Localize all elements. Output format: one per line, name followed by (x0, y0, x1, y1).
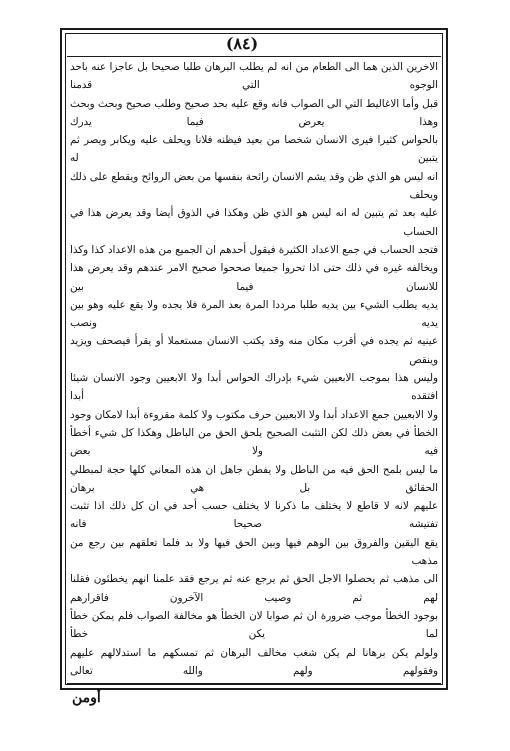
header-divider (67, 56, 441, 57)
catchword: أومن (72, 690, 101, 706)
text-line: الخطأ في بعض ذلك لكن التثبت الصحيح يلحق الحق من الباطل وهكذا كل شيء أخطأ فيه ولا بعض (70, 426, 438, 458)
text-line: ويخالفه غيره في ذلك حتى اذا تحروا جميعا صححوا صحيح الامر عندهم وقد يعرض هذا للانسان فيما بين (70, 262, 438, 293)
text-line: يديه يطلب الشيء بين يديه طلبا مرددا المرة بعد المرة فلا يجده ولا يقع عليه وهو بين يديه ونصب (70, 298, 438, 330)
text-line: بالحواس كثيرا فيرى الانسان شخصا من بعيد فيظنه فلانا ويحلف عليه ويكابر ويصر ثم يتبين له (70, 134, 438, 165)
text-line: عليهم لانه لا قاطع لا يختلف ما ذكرنا لا يختلف حسب أحد في ان كل ذلك اذا تثبت تفتيشه صحيحا فانه (70, 500, 438, 531)
text-line: يقع اليقين والفروق بين الوهم فيها وبين الحق فيها ولا بد فلما تعلقهم بين رجع من مذهب (70, 536, 438, 568)
text-line: ولا الابعيين جمع الاعداد أبدا ولا الابعيين حرف مكتوب ولا كلمة مقروءة أبدا لامكان وجود (70, 408, 438, 421)
text-line: عينيه ثم يجده في أقرب مكان منه وقد يكتب الانسان مستعملا أو يقرأ فيصحف ويزيد وينقص (70, 335, 438, 366)
text-line: عليه بعد ثم يتبين له انه ليس هو الذي ظن وهكذا في الذوق أيضا وقد يعرض هذا في الحساب (70, 207, 438, 238)
text-line: الى مذهب ثم يحصلوا الاجل الحق ثم يرجع عنه ثم يرجع فقد علمنا انهم يخطئون فقلنا لهم ثم وصيب الآخرون فاقرارهم (70, 573, 438, 604)
main-text-block (70, 58, 438, 680)
text-line: ما ليس بلمح الحق فيه من الباطل ولا يفطن جاهل ان هذه المعاني كلها حجة لمبطلي الحقائق بل هي برهان (70, 463, 438, 494)
text-line: وليس هذا بموجب الابعيين شيء بإدراك الحواس أبدا ولا الابعيين وجود الانسان شيئا افتقده أبدا (70, 372, 438, 403)
text-line: الاخرين الذين هما الى الطعام من انه لم يطلب البرهان طلبا صحيحا بل عاجزا عنه باحد الوجوه التي قدمنا (70, 61, 438, 92)
text-line: قبل وأما الاغاليط التي الى الصواب فانه وقع عليه بحد صحيح وطلب صحيح وبحث وبحث وهذا يعرض فيما يدرك (70, 97, 438, 128)
text-line: فتجد الحساب في جمع الاعداد الكثيرة فيقول أحدهم ان الجميع من هذه الاعداد كذا وكذا (70, 243, 438, 256)
page-number: (٨٤) (225, 34, 259, 53)
text-line: ولولم يكن برهانا لم يكن شغب مخالف البرهان ثم تمسكهم ما استدلالهم عليهم وفقولهم ولهم والله تعالى (70, 646, 438, 677)
text-line: بوجود الخطأ موجب ضرورة ان ثم صوابا لان الخطأ هو مخالفة الصواب فلم يمكن خطأ لما يكن خطأ (70, 609, 438, 641)
footer-divider (67, 683, 441, 684)
text-line: انه ليس هو الذي ظن وقد يشم الانسان رائحة بنفسها من بعض الروائح ويقطع على ذلك ويحلف (70, 170, 438, 202)
